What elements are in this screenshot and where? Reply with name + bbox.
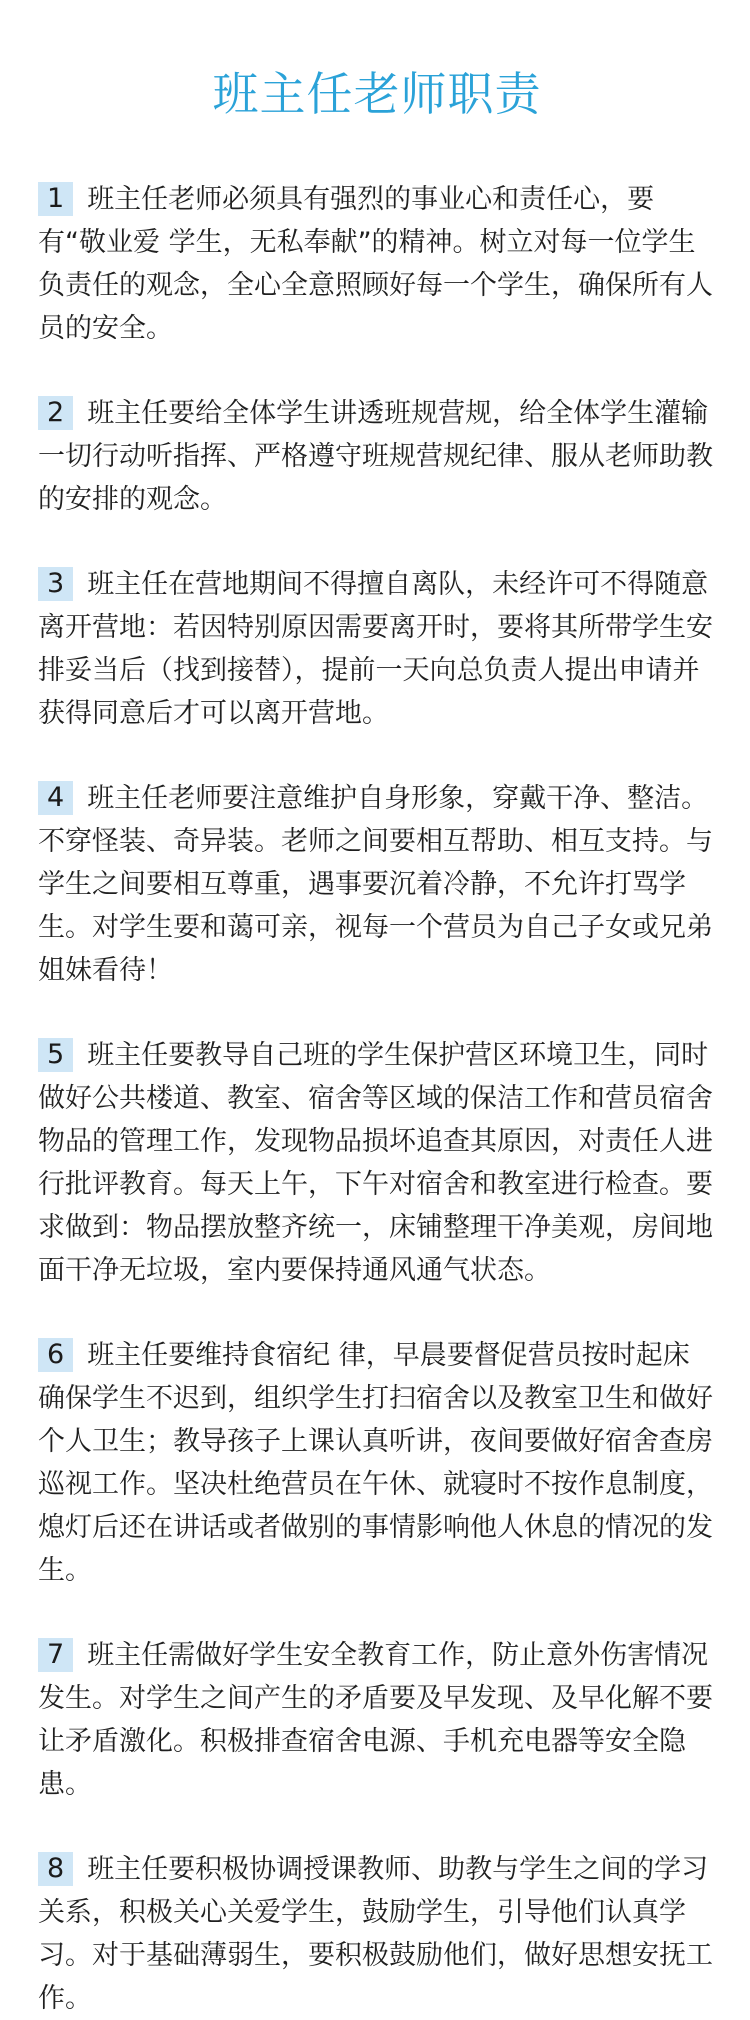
item-number-badge: 4 bbox=[38, 781, 73, 815]
list-item bbox=[38, 777, 716, 992]
item-text: 班主任要积极协调授课教师、助教与学生之间的学习关系，积极关心关爱学生，鼓励学生，引导他们认真学习。对于基础薄弱生，要积极鼓励他们，做好思想安抚工作。 bbox=[38, 1854, 713, 2014]
item-number-badge: 7 bbox=[38, 1638, 73, 1672]
item-number-badge: 1 bbox=[38, 182, 73, 216]
item-number-badge: 2 bbox=[38, 396, 73, 430]
list-item bbox=[38, 563, 716, 735]
item-text: 班主任在营地期间不得擅自离队，未经许可不得随意离开营地：若因特别原因需要离开时，要将其所带学生安排妥当后（找到接替），提前一天向总负责人提出申请并获得同意后才可以离开营地。 bbox=[38, 569, 713, 729]
item-number-badge: 3 bbox=[38, 567, 73, 601]
item-text: 班主任老师要注意维护自身形象，穿戴干净、整洁。不穿怪装、奇异装。老师之间要相互帮助、相互支持。与学生之间要相互尊重，遇事要沉着冷静，不允许打骂学生。对学生要和蔼可亲，视每一个营员为自己子女或兄弟姐妹看待！ bbox=[38, 783, 713, 986]
page-title: 班主任老师职责 bbox=[212, 67, 542, 121]
item-text: 班主任要维持食宿纪 律，早晨要督促营员按时起床确保学生不迟到，组织学生打扫宿舍以及教室卫生和做好个人卫生；教导孩子上课认真听讲，夜间要做好宿舍查房巡视工作。坚决杜绝营员在午休、就寝时不按作息制度，熄灯后还在讲话或者做别的事情影响他人休息的情况的发生。 bbox=[38, 1340, 713, 1586]
item-number-badge: 6 bbox=[38, 1338, 73, 1372]
list-item bbox=[38, 1634, 716, 1806]
item-text: 班主任需做好学生安全教育工作，防止意外伤害情况发生。对学生之间产生的矛盾要及早发现、及早化解不要让矛盾激化。积极排查宿舍电源、手机充电器等安全隐患。 bbox=[38, 1640, 713, 1800]
list-item bbox=[38, 1034, 716, 1292]
item-text: 班主任要给全体学生讲透班规营规，给全体学生灌输一切行动听指挥、严格遵守班规营规纪律、服从老师助教的安排的观念。 bbox=[38, 398, 713, 515]
item-text: 班主任要教导自己班的学生保护营区环境卫生，同时做好公共楼道、教室、宿舍等区域的保洁工作和营员宿舍物品的管理工作，发现物品损坏追查其原因，对责任人进行批评教育。每天上午，下午对宿舍和教室进行检查。要求做到：物品摆放整齐统一，床铺整理干净美观，房间地面干净无垃圾，室内要保持通风通气状态。 bbox=[38, 1040, 713, 1286]
list-item bbox=[38, 1848, 716, 2020]
item-number-badge: 5 bbox=[38, 1038, 73, 1072]
item-text: 班主任老师必须具有强烈的事业心和责任心，要有“敬业爱 学生，无私奉献”的精神。树立对每一位学生负责任的观念，全心全意照顾好每一个学生，确保所有人员的安全。 bbox=[38, 184, 713, 344]
list-item bbox=[38, 392, 716, 521]
list-item bbox=[38, 178, 716, 350]
duty-list bbox=[38, 178, 716, 2020]
list-item bbox=[38, 1334, 716, 1592]
item-number-badge: 8 bbox=[38, 1852, 73, 1886]
